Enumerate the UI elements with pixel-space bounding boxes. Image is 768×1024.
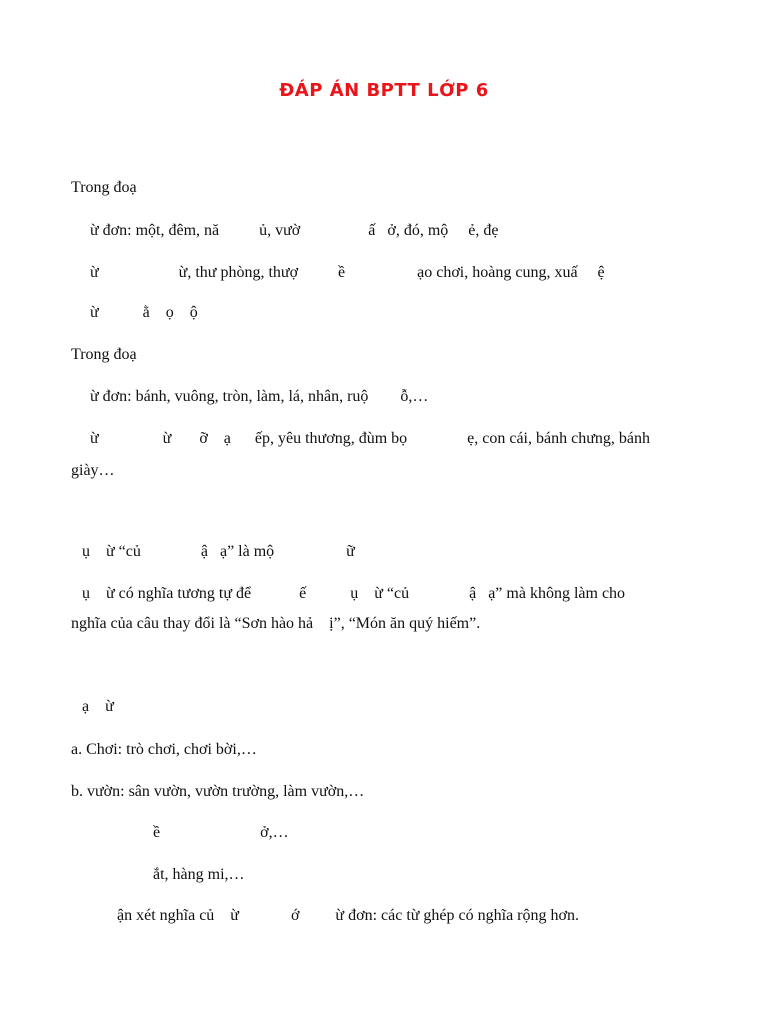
text-line: ừ đơn: bánh, vuông, tròn, làm, lá, nhân, ruộ ỗ,… [90, 388, 429, 405]
text-line: ừ ằ ọ ộ [90, 304, 198, 321]
text-line: nghĩa của câu thay đổi là “Sơn hào hả ị”, “Món ăn quý hiếm”. [71, 615, 481, 632]
text-line: ụ ừ “củ ậ ạ” là mộ ữ [82, 543, 355, 560]
text-line: ề ở,… [153, 824, 289, 841]
text-line: ừ đơn: một, đêm, nă ủ, vườ ấ ở, đó, mộ ẻ, đẹ [90, 222, 499, 239]
text-line: Trong đoạ [71, 346, 137, 363]
text-line: a. Chơi: trò chơi, chơi bời,… [71, 741, 257, 758]
page-title: ĐÁP ÁN BPTT LỚP 6 [279, 80, 489, 101]
text-line: Trong đoạ [71, 179, 137, 196]
text-line: ừ ừ ỡ ạ ếp, yêu thương, đùm bọ ẹ, con cái, bánh chưng, bánh [90, 430, 650, 447]
text-line: ận xét nghĩa củ ừ ớ ừ đơn: các từ ghép có nghĩa rộng hơn. [117, 907, 579, 924]
text-line: ạ ừ [82, 698, 114, 715]
text-line: ụ ừ có nghĩa tương tự để ế ụ ừ “củ ậ ạ” mà không làm cho [82, 585, 626, 602]
text-line: ừ ừ, thư phòng, thượ ề ạo chơi, hoàng cung, xuấ ệ [90, 264, 605, 281]
text-line: b. vườn: sân vườn, vườn trường, làm vườn,… [71, 783, 365, 800]
text-line: ắt, hàng mi,… [153, 866, 245, 883]
text-line: giày… [71, 462, 115, 479]
